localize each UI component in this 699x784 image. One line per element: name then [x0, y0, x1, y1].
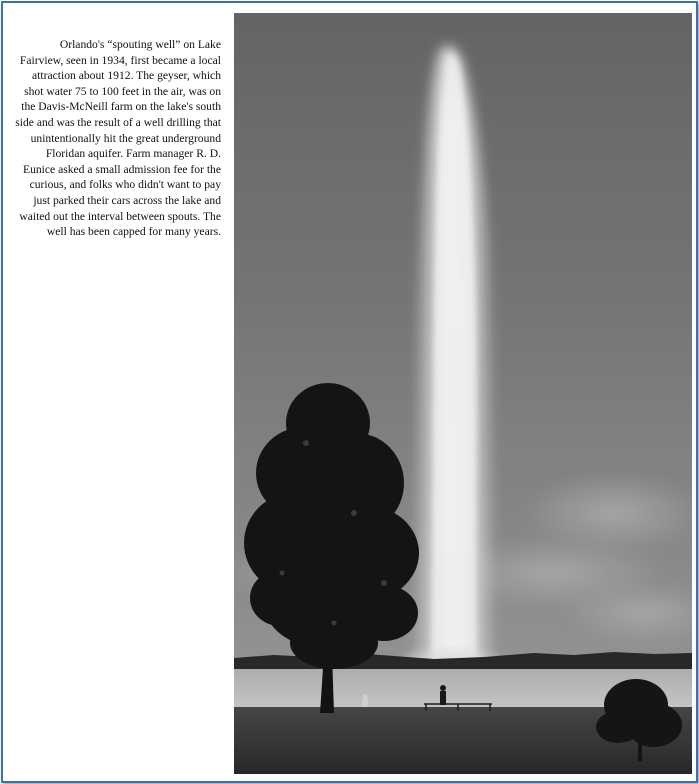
photo-grain: [234, 13, 692, 774]
page-frame: [1, 1, 698, 783]
caption-text: Orlando's “spouting well” on Lake Fairview, seen in 1934, first became a local attraction about 1912. The geyser, which shot water 75 to 100 feet in the air, was on the Davis-McNeill farm on the lake's south side and was the result of a well drilling that unintentionally hit the great underground Floridan aquifer. Farm manager R. D. Eunice asked a small admission fee for the curious, and folks who didn't want to pay just parked their cars across the lake and waited out the interval between spouts. The well has been capped for many years.: [15, 38, 221, 239]
geyser-photo-image: [234, 13, 692, 774]
photo-caption: [15, 37, 221, 240]
geyser-photo: [234, 13, 692, 774]
